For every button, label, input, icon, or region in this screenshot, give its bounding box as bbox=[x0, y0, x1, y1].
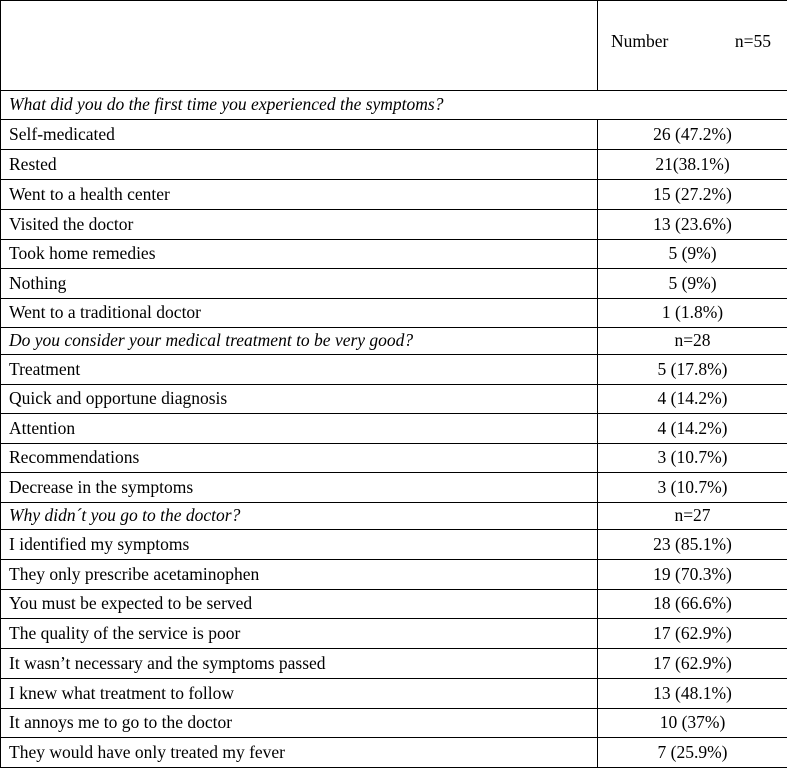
section-question: Why didn´t you go to the doctor? bbox=[1, 503, 598, 530]
header-blank-cell bbox=[1, 1, 598, 91]
row-label: I identified my symptoms bbox=[1, 530, 598, 560]
row-value: 4 (14.2%) bbox=[598, 385, 787, 414]
table-row bbox=[1, 709, 787, 738]
row-label: Attention bbox=[1, 414, 598, 444]
table-row bbox=[1, 120, 787, 150]
section-row bbox=[1, 503, 787, 530]
table-row bbox=[1, 414, 787, 444]
table-row bbox=[1, 444, 787, 473]
row-label: Decrease in the symptoms bbox=[1, 473, 598, 503]
row-value: 5 (17.8%) bbox=[598, 355, 787, 385]
row-label: It annoys me to go to the doctor bbox=[1, 709, 598, 738]
table-row bbox=[1, 560, 787, 590]
section-n: n=27 bbox=[598, 503, 787, 530]
row-label: The quality of the service is poor bbox=[1, 619, 598, 649]
table-row bbox=[1, 240, 787, 269]
table-row bbox=[1, 355, 787, 385]
section-row bbox=[1, 328, 787, 355]
table-row bbox=[1, 738, 787, 768]
row-label: You must be expected to be served bbox=[1, 590, 598, 619]
table-row bbox=[1, 679, 787, 709]
section-question: Do you consider your medical treatment to be very good? bbox=[1, 328, 598, 355]
row-value: 5 (9%) bbox=[598, 269, 787, 299]
table-row bbox=[1, 619, 787, 649]
row-label: Went to a traditional doctor bbox=[1, 299, 598, 328]
header-n-label: n=55 bbox=[735, 33, 771, 51]
header-row bbox=[1, 1, 787, 91]
table-row bbox=[1, 150, 787, 180]
row-label: Treatment bbox=[1, 355, 598, 385]
row-label: Visited the doctor bbox=[1, 210, 598, 240]
table-row bbox=[1, 299, 787, 328]
row-value: 7 (25.9%) bbox=[598, 738, 787, 768]
row-value: 21(38.1%) bbox=[598, 150, 787, 180]
section-question: What did you do the first time you experienced the symptoms? bbox=[1, 91, 787, 120]
row-value: 19 (70.3%) bbox=[598, 560, 787, 590]
row-label: Rested bbox=[1, 150, 598, 180]
row-value: 3 (10.7%) bbox=[598, 444, 787, 473]
row-value: 13 (48.1%) bbox=[598, 679, 787, 709]
row-value: 5 (9%) bbox=[598, 240, 787, 269]
row-value: 17 (62.9%) bbox=[598, 649, 787, 679]
row-value: 23 (85.1%) bbox=[598, 530, 787, 560]
section-n: n=28 bbox=[598, 328, 787, 355]
row-value: 4 (14.2%) bbox=[598, 414, 787, 444]
row-label: Recommendations bbox=[1, 444, 598, 473]
table-row bbox=[1, 649, 787, 679]
header-number-label: Number bbox=[611, 33, 668, 51]
row-value: 3 (10.7%) bbox=[598, 473, 787, 503]
row-value: 18 (66.6%) bbox=[598, 590, 787, 619]
row-value: 13 (23.6%) bbox=[598, 210, 787, 240]
row-label: Went to a health center bbox=[1, 180, 598, 210]
row-label: Nothing bbox=[1, 269, 598, 299]
section-row bbox=[1, 91, 787, 120]
row-label: It wasn’t necessary and the symptoms passed bbox=[1, 649, 598, 679]
table-row bbox=[1, 210, 787, 240]
row-label: Self-medicated bbox=[1, 120, 598, 150]
row-label: They would have only treated my fever bbox=[1, 738, 598, 768]
results-table-body bbox=[1, 1, 787, 768]
header-number-cell bbox=[598, 1, 787, 91]
row-label: Took home remedies bbox=[1, 240, 598, 269]
row-value: 17 (62.9%) bbox=[598, 619, 787, 649]
table-row bbox=[1, 385, 787, 414]
table-row bbox=[1, 180, 787, 210]
table-row bbox=[1, 473, 787, 503]
row-value: 1 (1.8%) bbox=[598, 299, 787, 328]
table-row bbox=[1, 530, 787, 560]
row-label: Quick and opportune diagnosis bbox=[1, 385, 598, 414]
row-value: 26 (47.2%) bbox=[598, 120, 787, 150]
table-row bbox=[1, 590, 787, 619]
row-value: 10 (37%) bbox=[598, 709, 787, 738]
row-value: 15 (27.2%) bbox=[598, 180, 787, 210]
table-row bbox=[1, 269, 787, 299]
row-label: They only prescribe acetaminophen bbox=[1, 560, 598, 590]
row-label: I knew what treatment to follow bbox=[1, 679, 598, 709]
